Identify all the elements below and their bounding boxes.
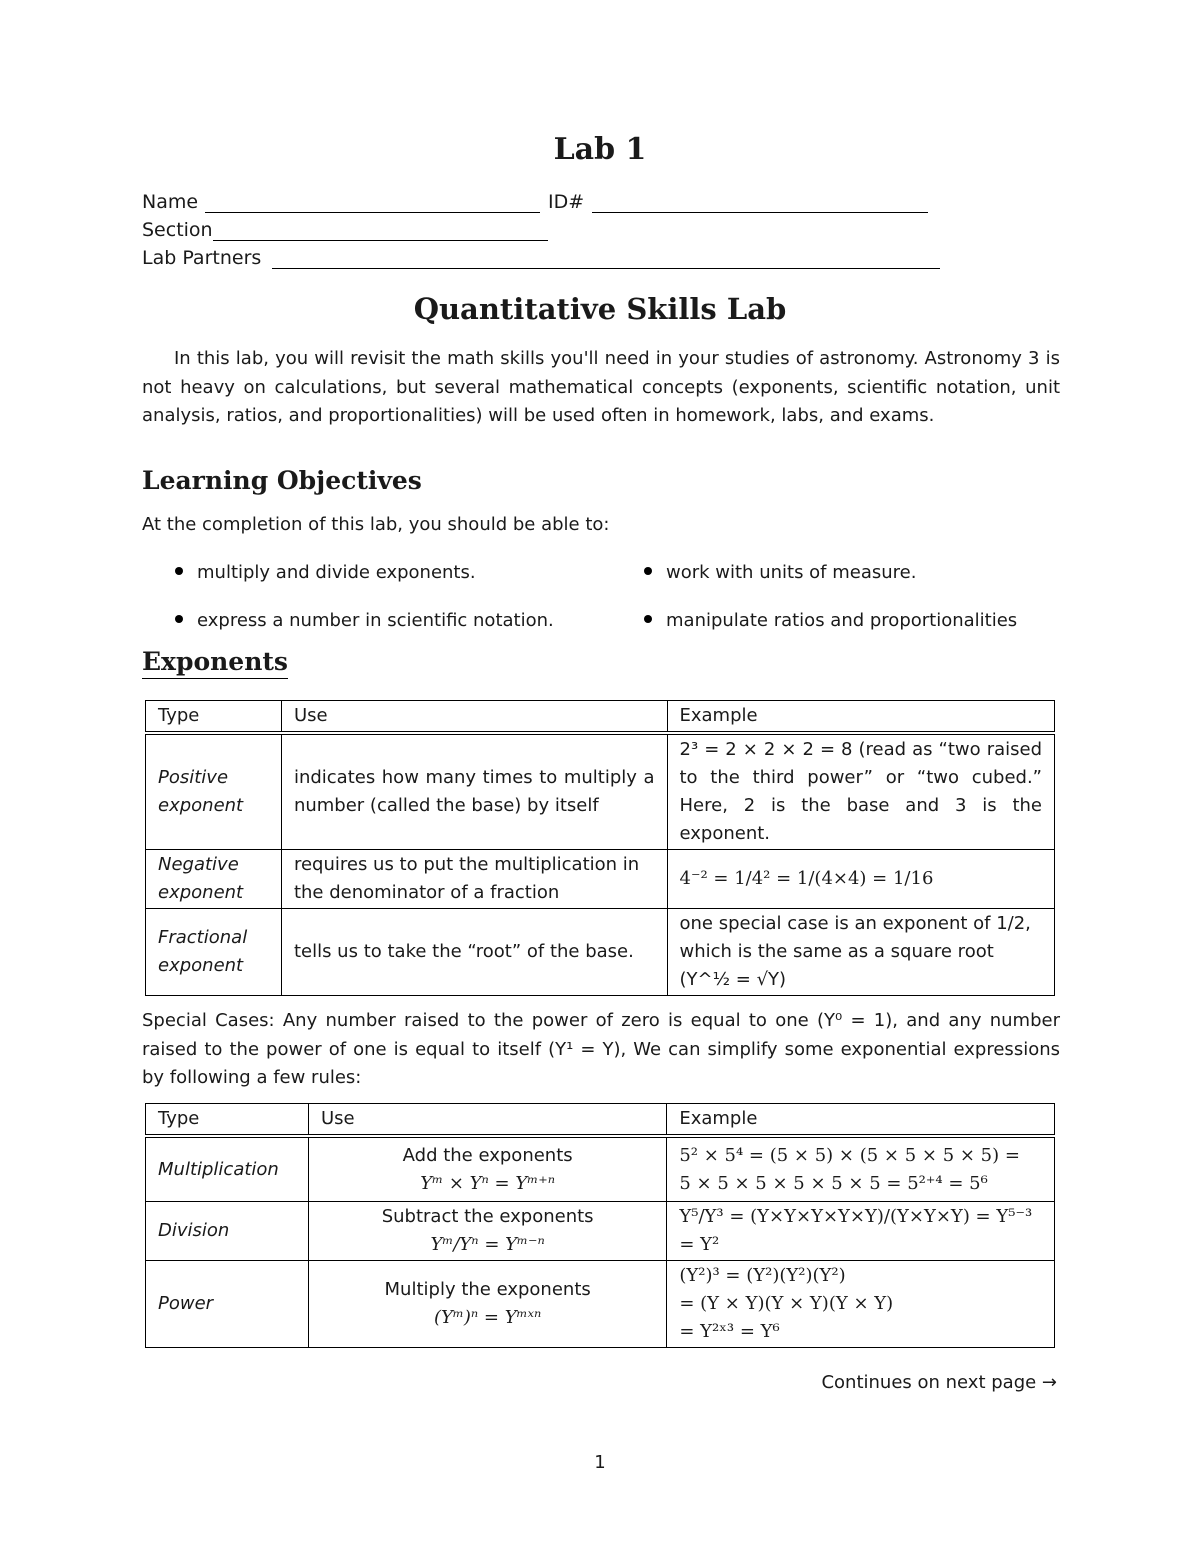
example-line: (Y²)³ = (Y²)(Y²)(Y²)	[679, 1265, 846, 1286]
id-line[interactable]	[592, 212, 928, 213]
example-cell	[667, 1138, 1055, 1202]
example-cell: 4⁻² = 1/4² = 1/(4×4) = 1/16	[667, 850, 1055, 909]
table-row	[146, 735, 1055, 850]
example-line: = Y²ˣ³ = Y⁶	[679, 1321, 780, 1342]
type-cell: Multiplication	[146, 1138, 309, 1202]
rule-formula: (Yᵐ)ⁿ = Yᵐˣⁿ	[433, 1307, 542, 1328]
partners-line[interactable]	[272, 268, 940, 269]
partners-field	[142, 246, 261, 270]
page-number: 1	[594, 1452, 606, 1473]
type-cell: Fractional exponent	[146, 909, 282, 996]
bullet-icon	[644, 615, 652, 623]
bullet-icon	[175, 567, 183, 575]
header-cell: Example	[667, 701, 1055, 732]
use-cell	[308, 1202, 666, 1261]
use-cell	[308, 1261, 666, 1348]
section-line[interactable]	[213, 240, 548, 241]
type-cell: Power	[146, 1261, 309, 1348]
table-row	[146, 909, 1055, 996]
type-cell: Negative exponent	[146, 850, 282, 909]
objectives-heading: Learning Objectives	[142, 466, 422, 495]
continues-note: Continues on next page →	[821, 1372, 1057, 1393]
objective-item: work with units of measure.	[644, 561, 916, 585]
rule-formula: Yᵐ/Yⁿ = Yᵐ⁻ⁿ	[430, 1234, 545, 1255]
special-cases-paragraph: Special Cases: Any number raised to the power of zero is equal to one (Y⁰ = 1), and any number raised to the power of one is equal to itself (Y¹ = Y), We can simplify some exponential expressions by following a few rules:	[142, 1010, 1060, 1088]
table-row	[146, 1138, 1055, 1202]
exponents-table	[145, 700, 1055, 996]
table-header-row	[146, 701, 1055, 732]
objective-item: express a number in scientific notation.	[175, 609, 554, 633]
id-field	[548, 190, 584, 214]
rule-formula: Yᵐ × Yⁿ = Yᵐ⁺ⁿ	[420, 1172, 556, 1194]
objective-item: multiply and divide exponents.	[175, 561, 476, 585]
section-field	[142, 218, 213, 242]
header-cell: Use	[308, 1104, 666, 1135]
partners-label: Lab Partners	[142, 247, 262, 269]
objectives-lead: At the completion of this lab, you should be able to:	[142, 514, 610, 535]
example-line: 5 × 5 × 5 × 5 × 5 × 5 = 5²⁺⁴ = 5⁶	[679, 1172, 988, 1194]
use-text: Subtract the exponents	[381, 1206, 594, 1227]
example-cell: 2³ = 2 × 2 × 2 = 8 (read as “two raised to the third power” or “two cubed.” Here, 2 is the base and 3 is the exponent.	[667, 735, 1055, 850]
intro-paragraph	[142, 345, 1060, 431]
type-cell: Positive exponent	[146, 735, 282, 850]
rules-table	[145, 1103, 1055, 1348]
table-row	[146, 1261, 1055, 1348]
id-label: ID#	[548, 191, 585, 213]
header-cell: Use	[281, 701, 667, 732]
name-line[interactable]	[205, 212, 540, 213]
objective-item: manipulate ratios and proportionalities	[644, 609, 1017, 633]
example-line: Y⁵/Y³ = (Y×Y×Y×Y×Y)/(Y×Y×Y) = Y⁵⁻³ = Y²	[679, 1206, 1033, 1255]
use-cell	[308, 1138, 666, 1202]
intro-text: In this lab, you will revisit the math skills you'll need in your studies of astronomy. Astronomy 3 is not heavy on calculations, but several mathematical concepts (exponents, scientific notation, unit analysis, ratios, and proportionalities) will be used often in homework, labs, and exams.	[142, 348, 1060, 426]
main-title: Quantitative Skills Lab	[413, 292, 787, 326]
name-label: Name	[142, 191, 199, 213]
page-title: Lab 1	[553, 132, 647, 167]
use-cell: requires us to put the multiplication in the denominator of a fraction	[281, 850, 667, 909]
use-text: Add the exponents	[402, 1144, 573, 1166]
exponents-heading: Exponents	[142, 647, 288, 679]
example-line: 5² × 5⁴ = (5 × 5) × (5 × 5 × 5 × 5) =	[679, 1144, 1020, 1166]
table-row	[146, 1202, 1055, 1261]
header-cell: Type	[146, 701, 282, 732]
table-row	[146, 850, 1055, 909]
use-text: Multiply the exponents	[384, 1279, 591, 1300]
section-label: Section	[142, 219, 213, 241]
type-cell: Division	[146, 1202, 309, 1261]
example-cell	[667, 1202, 1055, 1261]
use-cell: indicates how many times to multiply a number (called the base) by itself	[281, 735, 667, 850]
name-field	[142, 190, 198, 214]
bullet-icon	[644, 567, 652, 575]
use-cell: tells us to take the “root” of the base.	[281, 909, 667, 996]
example-line: = (Y × Y)(Y × Y)(Y × Y)	[679, 1293, 894, 1314]
example-cell	[667, 1261, 1055, 1348]
header-cell: Example	[667, 1104, 1055, 1135]
header-cell: Type	[146, 1104, 309, 1135]
example-cell: one special case is an exponent of 1/2, which is the same as a square root (Y^½ = √Y)	[667, 909, 1055, 996]
bullet-icon	[175, 615, 183, 623]
table-header-row	[146, 1104, 1055, 1135]
